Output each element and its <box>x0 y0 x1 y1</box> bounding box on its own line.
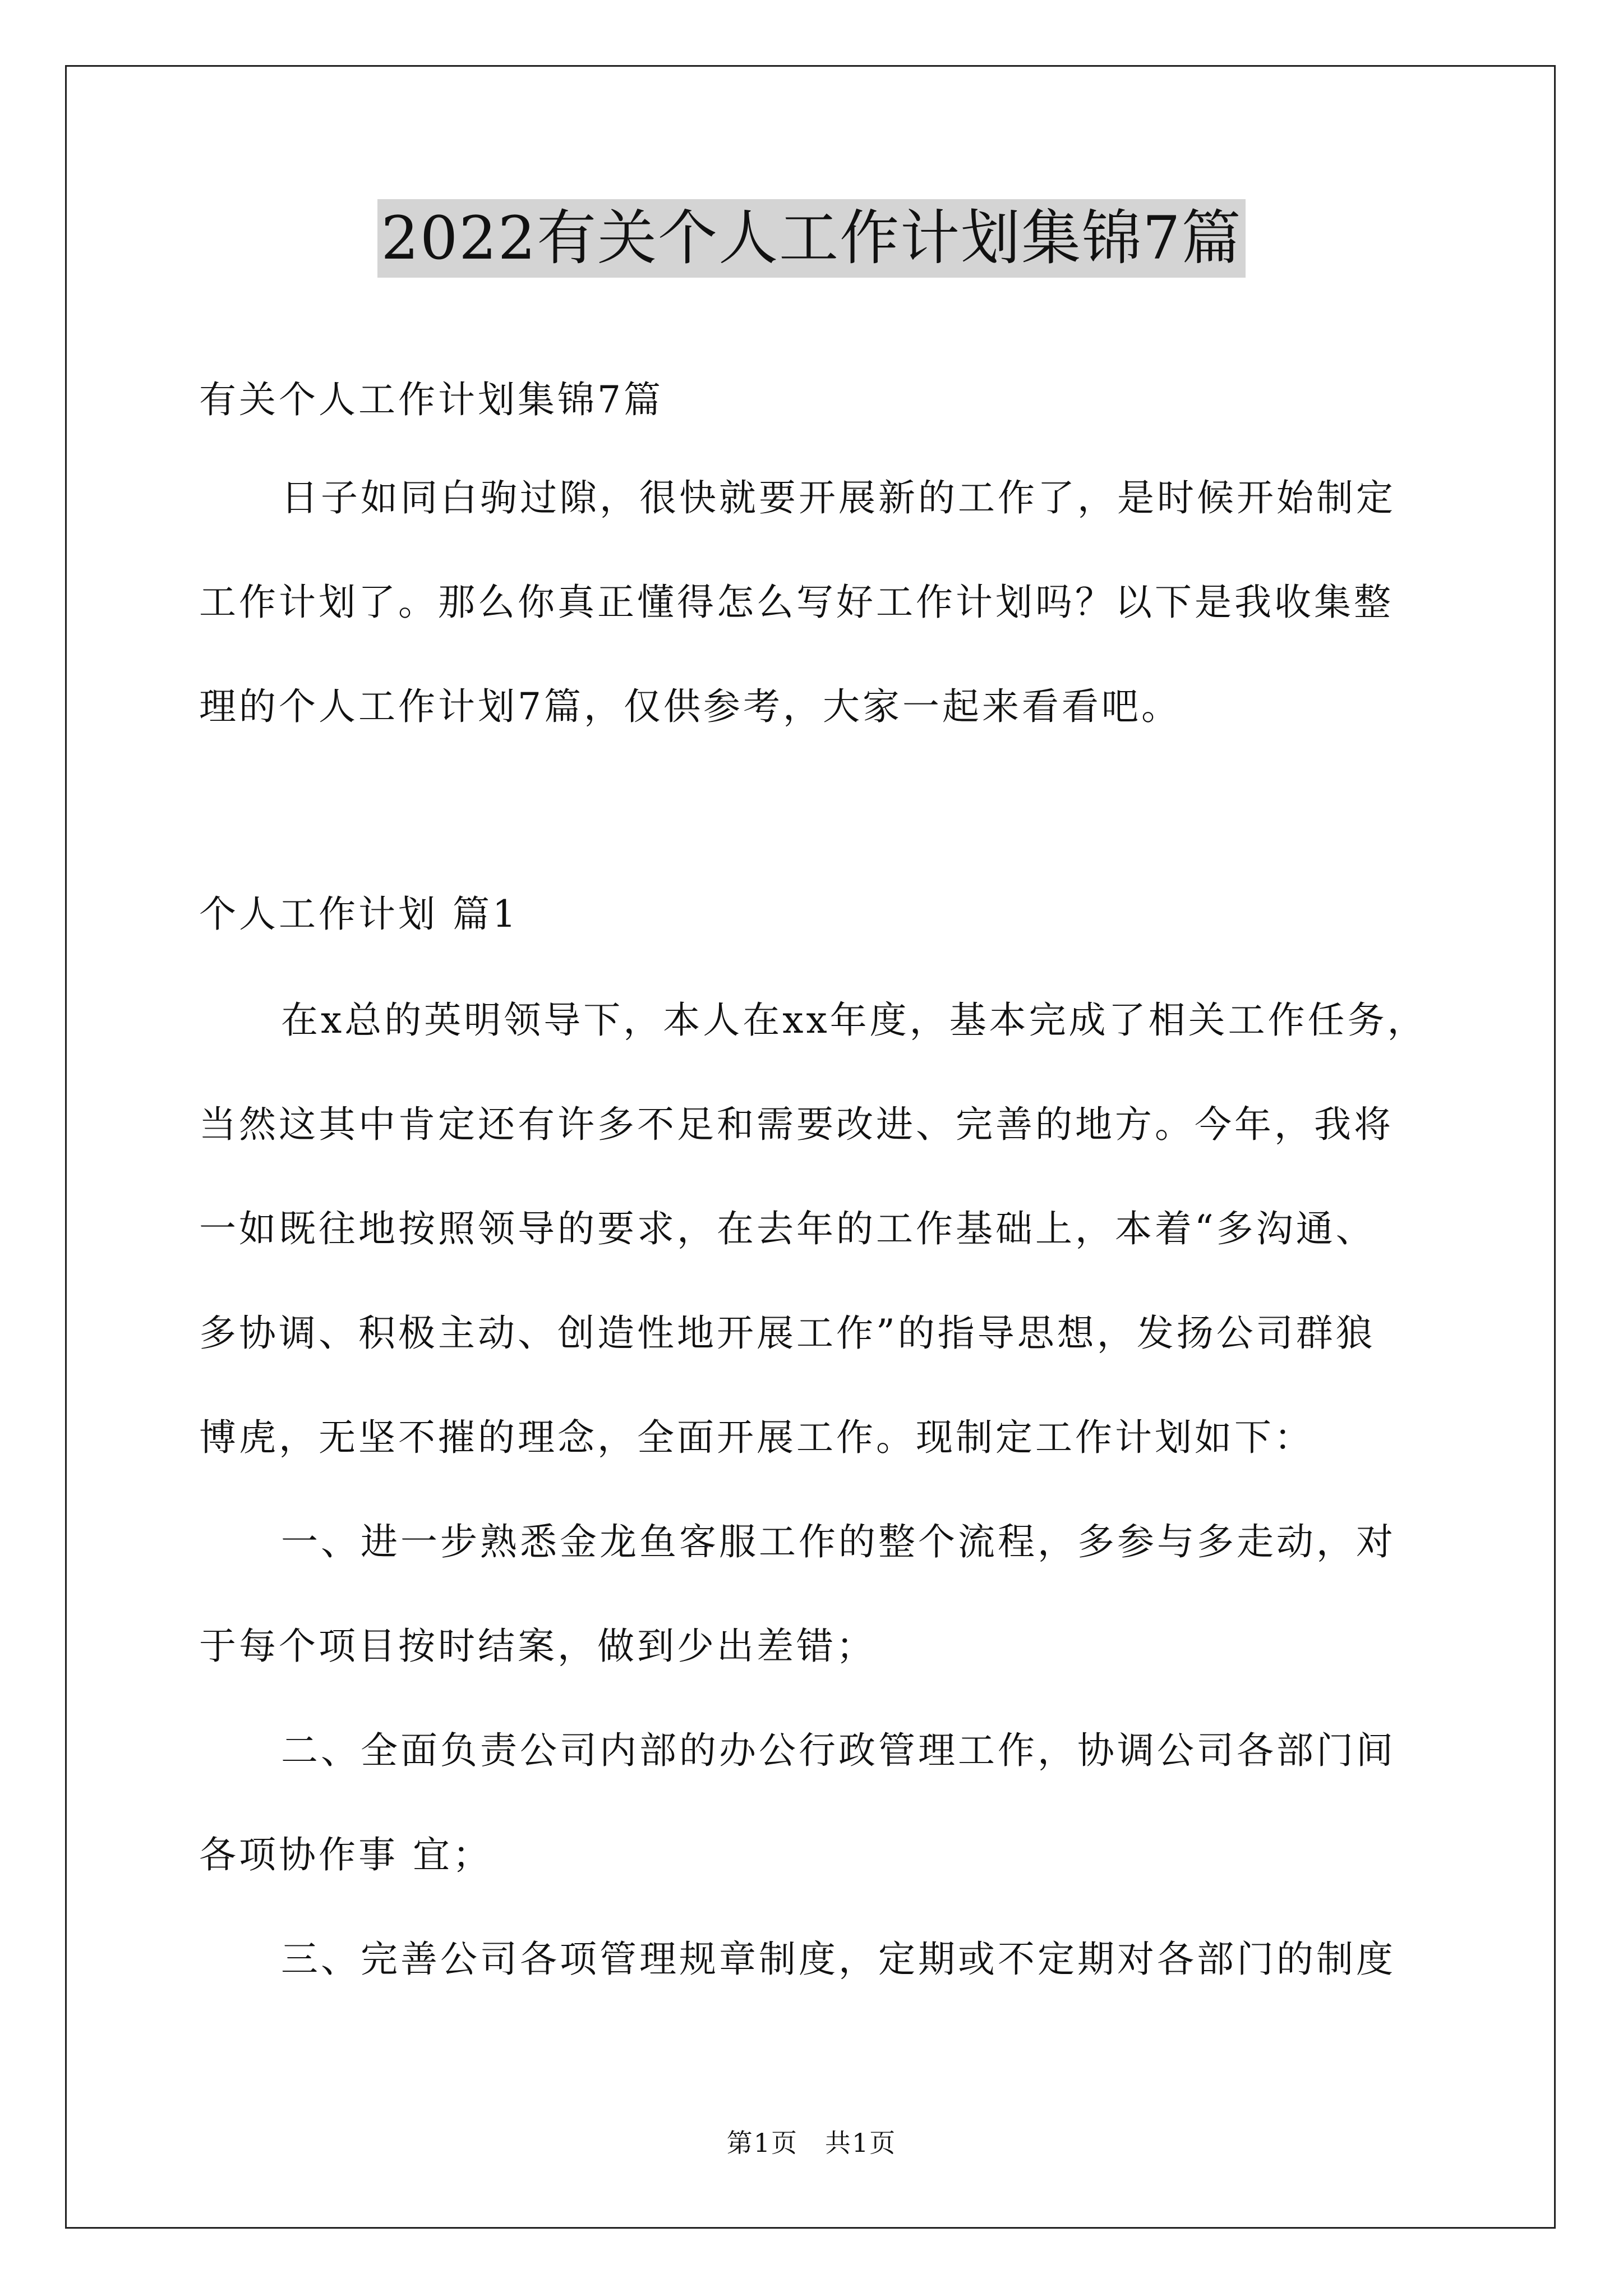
title-area <box>0 199 1623 278</box>
section-line: 博虎，无坚不摧的理念，全面开展工作。现制定工作计划如下： <box>199 1416 1314 1459</box>
section-line: 三、完善公司各项管理规章制度，定期或不定期对各部门的制度 <box>281 1938 1396 1981</box>
section-line: 于每个项目按时结案，做到少出差错； <box>199 1625 876 1668</box>
section-line: 当然这其中肯定还有许多不足和需要改进、完善的地方。今年，我将 <box>199 1103 1394 1146</box>
document-subtitle: 有关个人工作计划集锦7篇 <box>199 378 663 421</box>
section-line: 一、进一步熟悉金龙鱼客服工作的整个流程，多参与多走动，对 <box>281 1520 1396 1563</box>
section-body <box>199 968 1427 2012</box>
intro-line: 日子如同白驹过隙，很快就要开展新的工作了，是时候开始制定 <box>281 476 1396 519</box>
section-line: 一如既往地按照领导的要求，在去年的工作基础上，本着“多沟通、 <box>199 1207 1376 1250</box>
section-heading-block <box>199 862 1427 967</box>
page-footer <box>0 2126 1623 2160</box>
intro-line: 工作计划了。那么你真正懂得怎么写好工作计划吗？以下是我收集整 <box>199 581 1394 624</box>
section-line: 多协调、积极主动、创造性地开展工作”的指导思想，发扬公司群狼 <box>199 1312 1376 1355</box>
subtitle-block <box>199 348 1427 452</box>
intro-paragraph <box>199 446 1427 759</box>
page-number-label: 第1页 共1页 <box>726 2128 897 2158</box>
section-line: 各项协作事 宜； <box>199 1833 492 1876</box>
intro-line: 理的个人工作计划7篇，仅供参考，大家一起来看看吧。 <box>199 685 1181 728</box>
document-title: 2022有关个人工作计划集锦7篇 <box>377 199 1245 278</box>
section-line: 二、全面负责公司内部的办公行政管理工作，协调公司各部门间 <box>281 1729 1396 1772</box>
section-heading: 个人工作计划 篇1 <box>199 892 519 936</box>
section-line: 在x总的英明领导下，本人在xx年度，基本完成了相关工作任务， <box>281 999 1427 1042</box>
